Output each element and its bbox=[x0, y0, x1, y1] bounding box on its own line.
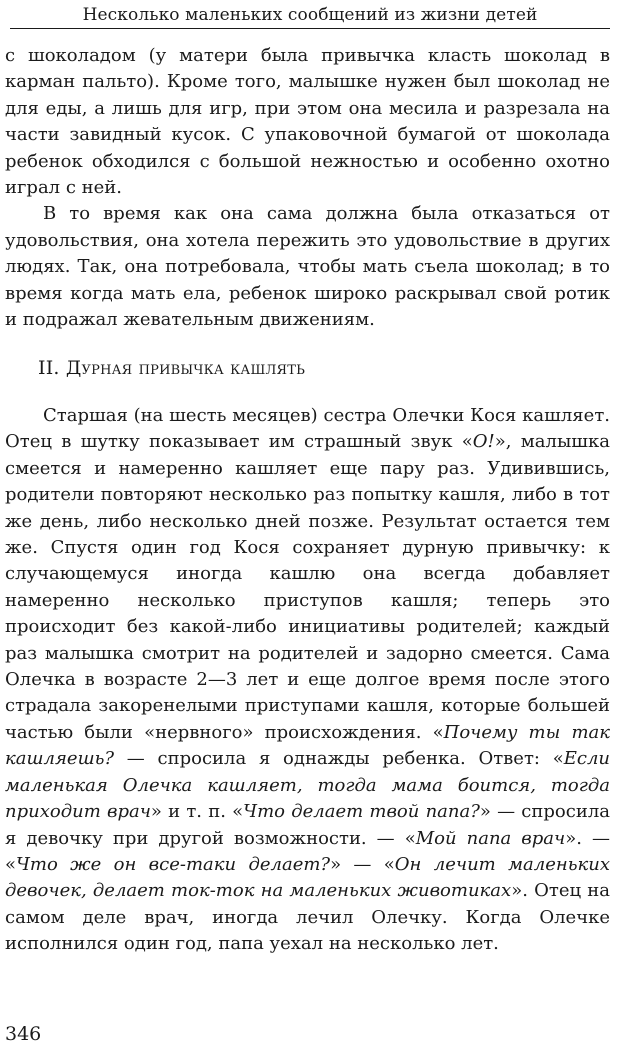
text-run: » — спросила я девочку при другой возможности. — « bbox=[5, 801, 610, 849]
italic-text-run: Что же он все-таки делает? bbox=[16, 853, 331, 875]
text-run: ». Отец на самом деле врач, иногда лечил Олечку. Когда Олечке исполнился один год, папа уехал на несколько лет. bbox=[5, 880, 610, 955]
text-run: — спросила я однажды ребенка. Ответ: « bbox=[114, 748, 564, 770]
running-header-title: Несколько маленьких сообщений из жизни детей bbox=[82, 5, 538, 25]
italic-text-run: Он лечит маленьких девочек, делает ток-ток на маленьких животиках bbox=[5, 853, 610, 902]
paragraph bbox=[5, 403, 610, 958]
text-run: », малышка смеется и намеренно кашляет еще пару раз. Удивившись, родители повторяют несколько раз попытку кашля, либо в тот же день, либо несколько дней позже. Результат остается тем же. Спустя один год Кося сохраняет дурную привычку: к случающемуся иногда кашлю она всегда добавляет намеренно несколько приступов кашля; теперь это происходит без какой-либо инициативы родителей; каждый раз малышка смотрит на родителей и задорно смеется. Сама Олечка в возрасте 2—3 лет и еще долгое время после этого страдала закоренелыми приступами кашля, которые большей частью были «нервного» происхождения. « bbox=[5, 431, 610, 743]
italic-text-run: Что делает твой папа? bbox=[243, 801, 480, 823]
text-run: Старшая (на шесть месяцев) сестра Олечки Кося кашляет. Отец в шутку показывает им страшный звук « bbox=[5, 405, 610, 453]
italic-text-run: О! bbox=[472, 431, 495, 453]
italic-text-run: Мой папа врач bbox=[415, 827, 566, 849]
text-run: » — « bbox=[330, 853, 395, 875]
paragraph-continued: с шоколадом (у матери была привычка класть шоколад в карман пальто). Кроме того, малышке нужен был шоколад не для еды, а лишь для игр, при этом она месила и разрезала на части завидный кусок. С упаковочной бумагой от шоколада ребенок обходился с большой нежностью и особенно охотно играл с ней. bbox=[5, 45, 610, 199]
section-numeral: II. bbox=[38, 357, 66, 379]
section-title: Дурная привычка кашлять bbox=[65, 357, 306, 379]
paragraph: В то время как она сама должна была отказаться от удовольствия, она хотела пережить это удовольствие в других людях. Так, она потребовала, чтобы мать съела шоколад; в то время когда мать ела, ребенок широко раскрывал свой ротик и подражал жевательным движениям. bbox=[5, 203, 610, 331]
header-rule bbox=[10, 28, 610, 29]
italic-text-run: Почему ты так кашляешь? bbox=[5, 721, 610, 770]
top-text-block bbox=[5, 43, 610, 333]
text-run: » и т. п. « bbox=[150, 801, 244, 823]
italic-text-run: Если маленькая Олечка кашляет, тогда мама боится, тогда приходит врач bbox=[5, 748, 610, 823]
running-header bbox=[0, 0, 620, 30]
page-number: 346 bbox=[5, 1023, 42, 1045]
text-run: ». — « bbox=[5, 827, 610, 875]
section-heading bbox=[38, 357, 305, 379]
section-text-block bbox=[5, 403, 610, 958]
